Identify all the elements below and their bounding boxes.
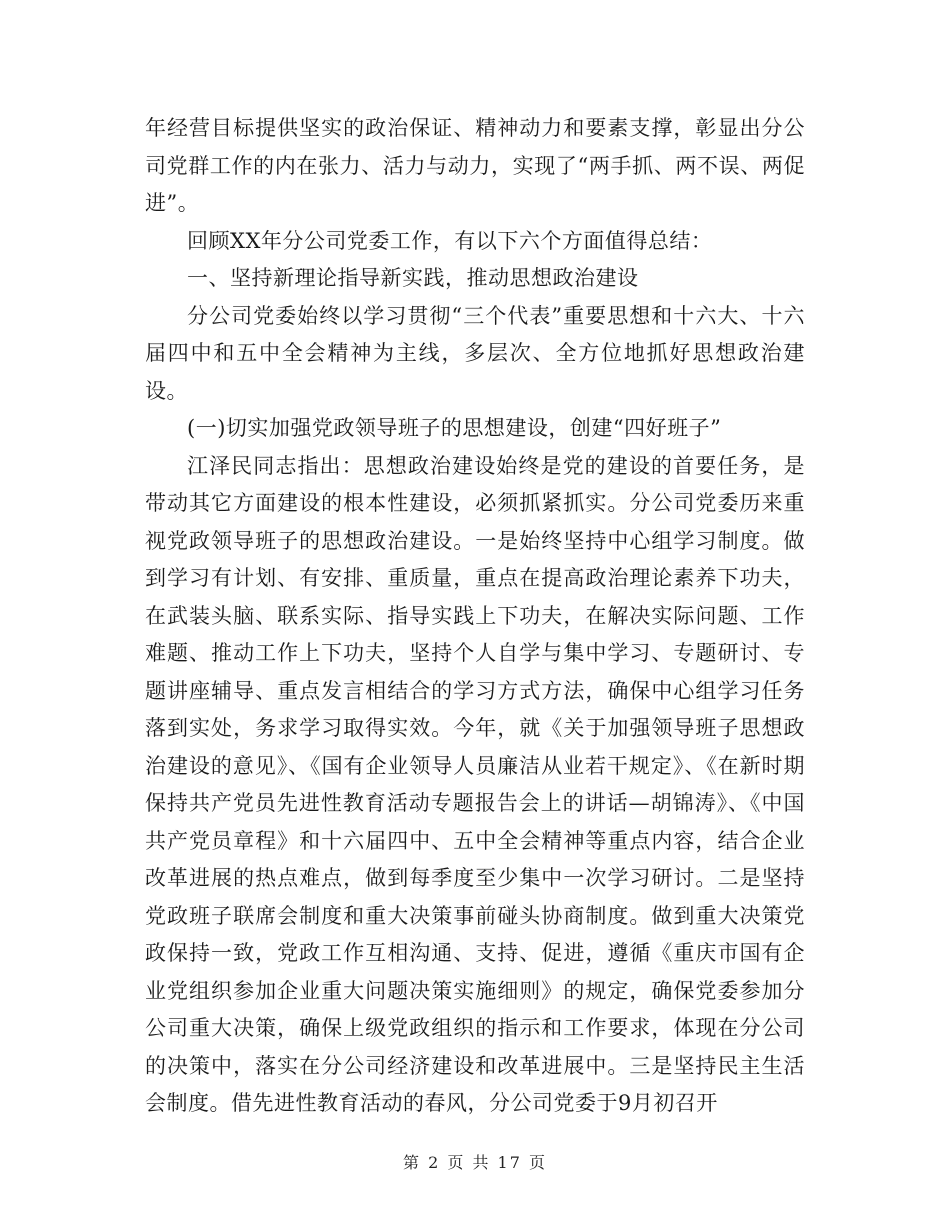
page-number-label: 第 2 页 共 17 页 — [403, 1153, 547, 1172]
paragraph-review-intro: 回顾XX年分公司党委工作，有以下六个方面值得总结： — [187, 228, 713, 253]
paragraph-section-1-intro: 分公司党委始终以学习贯彻“三个代表”重要思想和十六大、十六届四中和五中全会精神为主线，多层次、全方位地抓好思想政治建设。 — [145, 303, 805, 403]
paragraph-subsection-1-body: 江泽民同志指出：思想政治建设始终是党的建设的首要任务，是带动其它方面建设的根本性建设，必须抓紧抓实。分公司党委历来重视党政领导班子的思想政治建设。一是始终坚持中心组学习制度。做到学习有计划、有安排、重质量，重点在提高政治理论素养下功夫，在武装头脑、联系实际、指导实践上下功夫，在解决实际问题、工作难题、推动工作上下功夫，坚持个人自学与集中学习、专题研讨、专题讲座辅导、重点发言相结合的学习方式方法，确保中心组学习任务落到实处，务求学习取得实效。今年，就《关于加强领导班子思想政治建设的意见》、《国有企业领导人员廉洁从业若干规定》、《在新时期保持共产党员先进性教育活动专题报告会上的讲话—胡锦涛》、《中国共产党员章程》和十六届四中、五中全会精神等重点内容，结合企业改革进展的热点难点，做到每季度至少集中一次学习研讨。二是坚持党政班子联席会制度和重大决策事前碰头协商制度。做到重大决策党政保持一致，党政工作互相沟通、支持、促进，遵循《重庆市国有企业党组织参加企业重大问题决策实施细则》的规定，确保党委参加分公司重大决策，确保上级党政组织的指示和工作要求，体现在分公司的决策中，落实在分公司经济建设和改革进展中。三是坚持民主生活会制度。借先进性教育活动的春风，分公司党委于9月初召开 — [145, 453, 805, 1115]
subsection-heading-1: (一)切实加强党政领导班子的思想建设，创建“四好班子” — [187, 416, 722, 440]
section-heading-1: 一、坚持新理论指导新实践，推动思想政治建设 — [187, 266, 639, 290]
page-footer — [0, 1150, 950, 1173]
paragraph-continuation: 年经营目标提供坚实的政治保证、精神动力和要素支撑，彰显出分公司党群工作的内在张力、活力与动力，实现了“两手抓、两不误、两促进”。 — [145, 116, 805, 215]
document-body — [145, 110, 805, 1123]
